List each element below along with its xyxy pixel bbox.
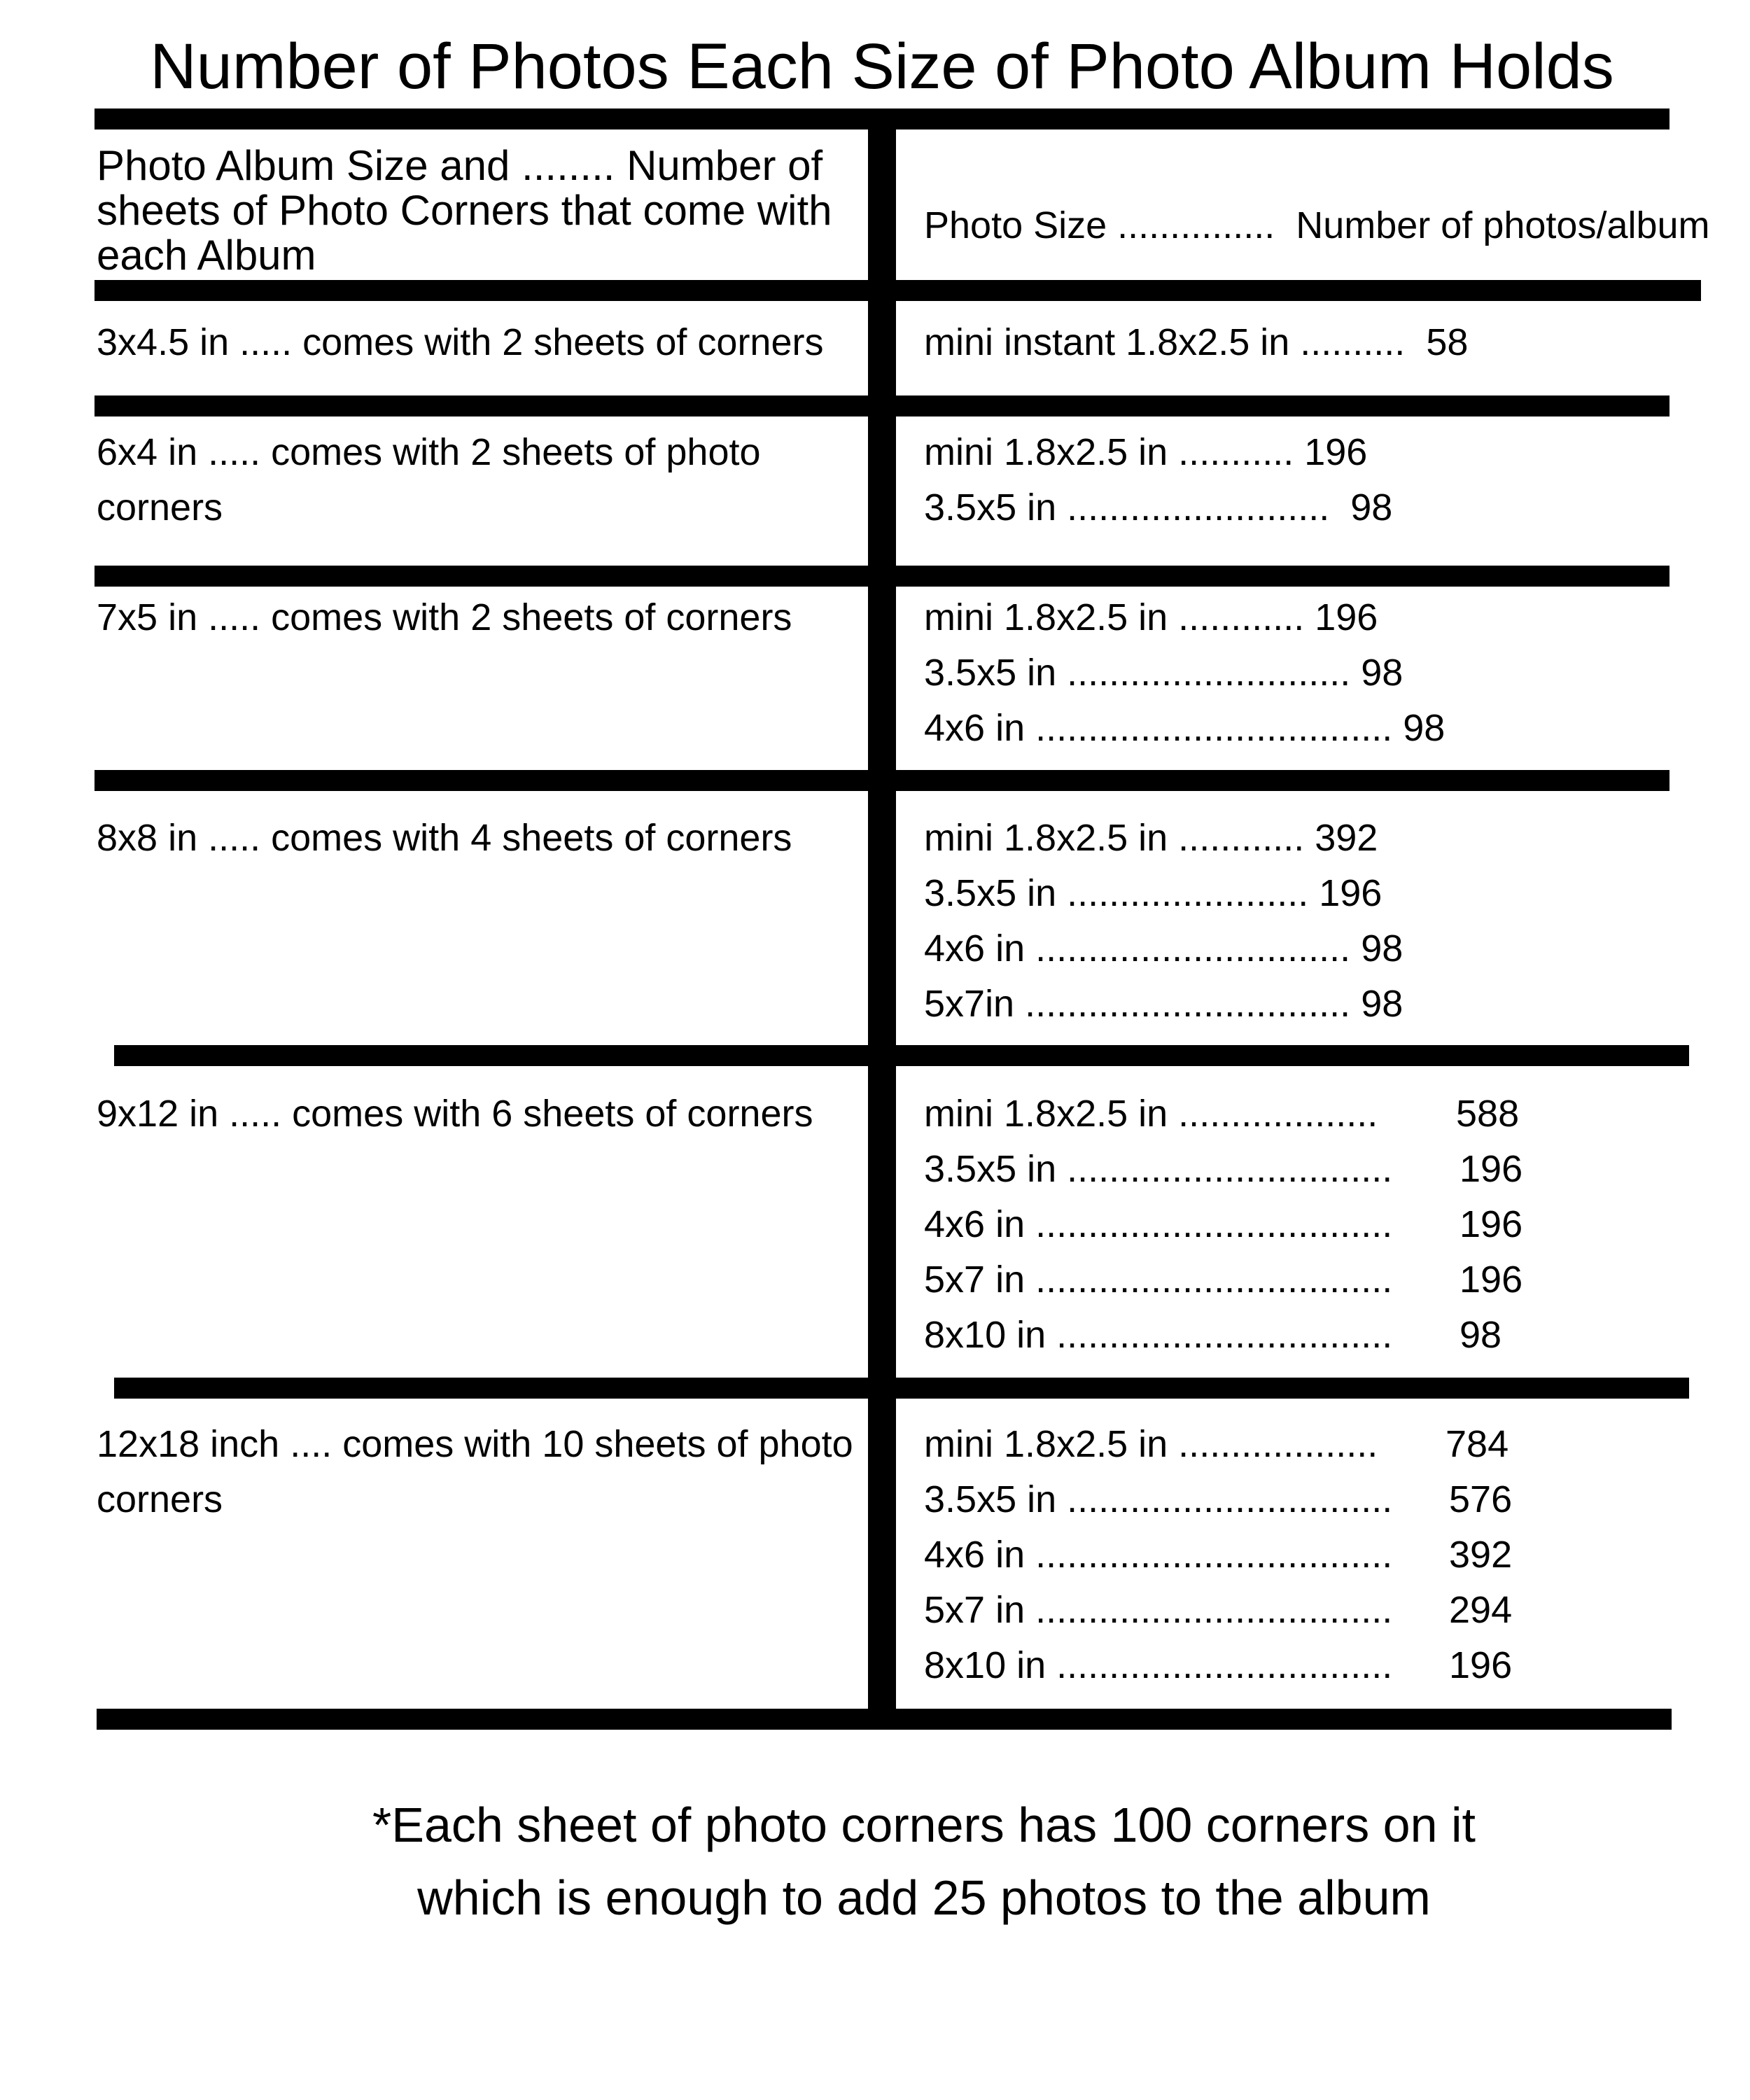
footnote-line: which is enough to add 25 photos to the album xyxy=(417,1870,1431,1925)
photo-capacity-item: mini 1.8x2.5 in ................... 784 xyxy=(924,1417,1392,1472)
photo-capacity-item: mini instant 1.8x2.5 in .......... 58 xyxy=(924,321,1469,363)
photo-capacity-item: 3.5x5 in ......................... 98 xyxy=(924,486,1393,528)
page-title: Number of Photos Each Size of Photo Album Holds xyxy=(150,31,1614,102)
photo-capacity-list xyxy=(924,1086,1523,1363)
album-size-cell: 3x4.5 in ..... comes with 2 sheets of corners xyxy=(97,321,824,363)
photo-count: 196 xyxy=(1460,1148,1523,1190)
photo-count: 392 xyxy=(1449,1534,1513,1576)
photo-capacity-item: 4x6 in .................................. 98 xyxy=(924,707,1446,749)
table-bottom-rule xyxy=(97,1709,1672,1730)
photo-capacity-item: 3.5x5 in ............................... 576 xyxy=(924,1472,1392,1527)
photo-capacity-item: 3.5x5 in ....................... 196 xyxy=(924,872,1382,914)
album-size-cell: 12x18 inch .... comes with 10 sheets of photo corners xyxy=(97,1423,853,1520)
photo-capacity-item: 4x6 in .................................. 392 xyxy=(924,1527,1392,1583)
album-size-cell: 9x12 in ..... comes with 6 sheets of corners xyxy=(97,1093,813,1135)
photo-count: 196 xyxy=(1460,1259,1523,1301)
photo-capacity-item: 3.5x5 in ............................... 196 xyxy=(924,1142,1392,1197)
photo-capacity-item: mini 1.8x2.5 in ............ 196 xyxy=(924,596,1378,638)
center-divider xyxy=(868,130,896,1712)
header-rule xyxy=(94,280,1701,301)
photo-capacity-list xyxy=(924,425,1392,536)
photo-capacity-item: mini 1.8x2.5 in ............ 392 xyxy=(924,817,1378,859)
row-rule xyxy=(114,1045,1689,1066)
photo-capacity-item: 8x10 in ................................ 196 xyxy=(924,1638,1392,1693)
photo-capacity-item: mini 1.8x2.5 in ................... 588 xyxy=(924,1086,1392,1142)
row-rule xyxy=(94,770,1670,791)
photo-capacity-item: 4x6 in .................................. 196 xyxy=(924,1197,1392,1252)
photo-capacity-item: 5x7in ............................... 98 xyxy=(924,983,1404,1025)
row-rule xyxy=(94,396,1670,416)
album-size-cell: 6x4 in ..... comes with 2 sheets of photo corners xyxy=(97,431,761,528)
photo-capacity-item: 5x7 in .................................. 196 xyxy=(924,1252,1392,1308)
row-rule xyxy=(114,1378,1689,1399)
photo-count: 294 xyxy=(1449,1589,1513,1631)
photo-capacity-item: 3.5x5 in ........................... 98 xyxy=(924,652,1404,694)
album-size-cell: 7x5 in ..... comes with 2 sheets of corners xyxy=(97,596,792,638)
photo-capacity-item: 5x7 in .................................. 294 xyxy=(924,1583,1392,1638)
photo-capacity-item: mini 1.8x2.5 in ........... 196 xyxy=(924,431,1368,473)
photo-capacity-item: 8x10 in ................................ 98 xyxy=(924,1308,1392,1363)
photo-count: 588 xyxy=(1456,1093,1520,1135)
footnote xyxy=(0,1788,1750,1934)
album-size-cell: 8x8 in ..... comes with 4 sheets of corners xyxy=(97,817,792,859)
photo-capacity-item: 4x6 in .............................. 98 xyxy=(924,927,1404,969)
photo-capacity-list xyxy=(924,590,1445,756)
photo-count: 196 xyxy=(1449,1644,1513,1686)
photo-count: 784 xyxy=(1446,1423,1509,1465)
photo-capacity-list xyxy=(924,811,1403,1032)
photo-capacity-list xyxy=(924,1417,1513,1693)
header-album-size: Photo Album Size and ........ Number of sheets of Photo Corners that come with each Album xyxy=(97,142,832,279)
photo-count: 196 xyxy=(1460,1203,1523,1245)
title-rule xyxy=(94,108,1670,130)
header-photo-size: Photo Size ............... Number of photos/album xyxy=(924,204,1710,246)
footnote-line: *Each sheet of photo corners has 100 corners on it xyxy=(372,1798,1476,1852)
row-rule xyxy=(94,566,1670,587)
photo-count: 576 xyxy=(1449,1478,1513,1520)
photo-count: 98 xyxy=(1460,1314,1502,1356)
photo-capacity-list xyxy=(924,315,1468,370)
